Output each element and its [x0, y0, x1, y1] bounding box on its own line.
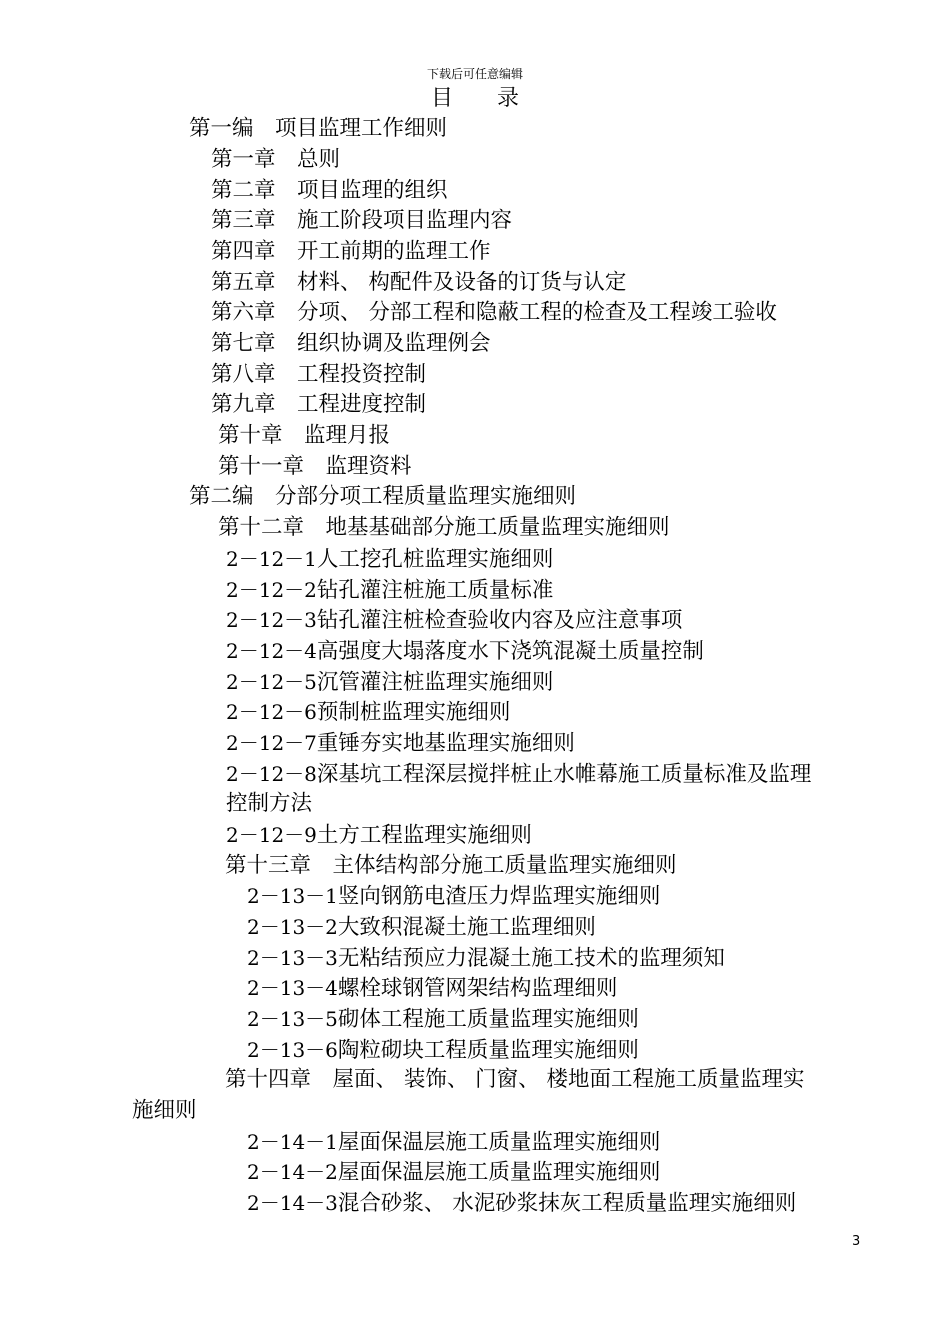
toc-part-2: 第二编 分部分项工程质量监理实施细则: [189, 484, 577, 509]
toc-chapter-10: 第十章 监理月报: [218, 423, 391, 448]
toc-chapter-1: 第一章 总则: [211, 147, 341, 172]
toc-section: 2－12－1人工挖孔桩监理实施细则: [226, 547, 554, 572]
toc-section: 2－13－2大致积混凝土施工监理细则: [247, 915, 596, 940]
toc-chapter-13: 第十三章 主体结构部分施工质量监理实施细则: [225, 853, 677, 878]
toc-chapter-9: 第九章 工程进度控制: [211, 392, 427, 417]
toc-section: 2－13－3无粘结预应力混凝土施工技术的监理须知: [247, 946, 725, 971]
toc-chapter-12: 第十二章 地基基础部分施工质量监理实施细则: [218, 515, 670, 540]
toc-title-right: 录: [497, 86, 520, 111]
toc-title: [0, 84, 950, 114]
toc-section: 2－13－4螺栓球钢管网架结构监理细则: [247, 976, 618, 1001]
header-note: 下载后可任意编辑: [426, 67, 523, 81]
toc-chapter-14-continuation: 施细则: [132, 1098, 197, 1123]
toc-chapter-5: 第五章 材料、 构配件及设备的订货与认定: [211, 270, 627, 295]
page-number: 3: [852, 1234, 861, 1249]
toc-title-left: 目: [430, 86, 453, 111]
toc-chapter-3: 第三章 施工阶段项目监理内容: [211, 208, 513, 233]
toc-section: 2－14－2屋面保温层施工质量监理实施细则: [247, 1160, 661, 1185]
toc-section: 2－13－1竖向钢筋电渣压力焊监理实施细则: [247, 884, 661, 909]
toc-chapter-4: 第四章 开工前期的监理工作: [211, 239, 491, 264]
toc-chapter-6: 第六章 分项、 分部工程和隐蔽工程的检查及工程竣工验收: [211, 300, 777, 325]
toc-chapter-8: 第八章 工程投资控制: [211, 362, 427, 387]
toc-section: 2－12－5沉管灌注桩监理实施细则: [226, 670, 554, 695]
toc-chapter-7: 第七章 组织协调及监理例会: [211, 331, 491, 356]
toc-section: 2－12－9土方工程监理实施细则: [226, 823, 532, 848]
toc-section: 2－12－4高强度大塌落度水下浇筑混凝土质量控制: [226, 639, 704, 664]
toc-section: 2－14－1屋面保温层施工质量监理实施细则: [247, 1130, 661, 1155]
toc-section: 2－12－8深基坑工程深层搅拌桩止水帷幕施工质量标准及监理: [226, 762, 812, 787]
toc-section-continuation: 控制方法: [226, 791, 313, 816]
toc-section: 2－14－3混合砂浆、 水泥砂浆抹灰工程质量监理实施细则: [247, 1191, 797, 1216]
toc-part-1: 第一编 项目监理工作细则: [189, 116, 448, 141]
toc-chapter-2: 第二章 项目监理的组织: [211, 178, 448, 203]
toc-section: 2－12－7重锤夯实地基监理实施细则: [226, 731, 575, 756]
toc-section: 2－12－6预制桩监理实施细则: [226, 700, 511, 725]
toc-chapter-11: 第十一章 监理资料: [218, 454, 412, 479]
toc-section: 2－12－2钻孔灌注桩施工质量标准: [226, 578, 554, 603]
toc-section: 2－13－6陶粒砌块工程质量监理实施细则: [247, 1038, 639, 1063]
toc-section: 2－13－5砌体工程施工质量监理实施细则: [247, 1007, 639, 1032]
toc-section: 2－12－3钻孔灌注桩检查验收内容及应注意事项: [226, 608, 683, 633]
toc-chapter-14: 第十四章 屋面、 装饰、 门窗、 楼地面工程施工质量监理实: [225, 1067, 805, 1092]
